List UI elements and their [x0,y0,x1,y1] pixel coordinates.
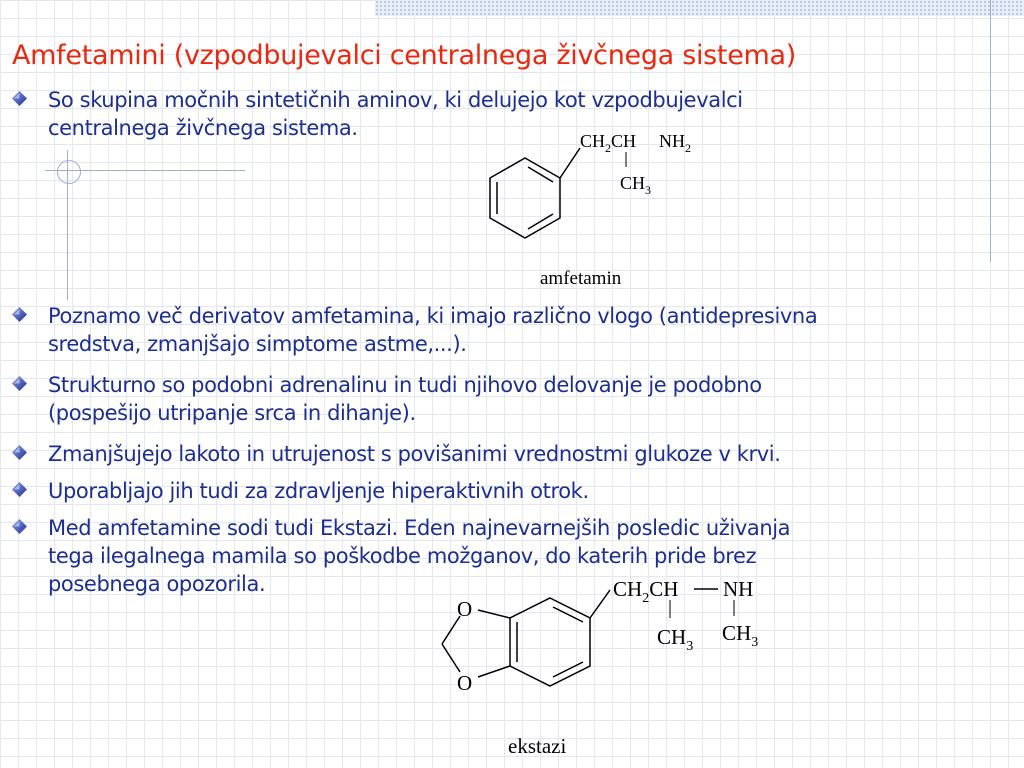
diamond-bullet-icon [12,91,27,106]
bullet-item [48,477,1008,505]
slide-title: Amfetamini (vzpodbujevalci centralnega živčnega sistema) [12,40,797,71]
bullet-line: So skupina močnih sintetičnih aminov, ki delujejo kot vzpodbujevalci [48,88,743,112]
oxygen-bottom: O [457,671,473,695]
ch3-group: $CH_3$ [620,173,652,197]
diamond-bullet-icon [12,482,27,497]
bullet-line: Zmanjšujejo lakoto in utrujenost s povišanimi vrednostmi glukoze v krvi. [48,442,781,466]
bullet-item [48,440,1008,468]
diamond-bullet-icon [12,519,27,534]
nh2-group: $NH_2$ [659,131,691,155]
diamond-bullet-icon [12,376,27,391]
ekstazi-caption: ekstazi [508,734,567,758]
ch2-ch-group: $CH_2CH$ [613,577,679,606]
decorative-ring [57,160,81,184]
bullet-line: centralnega živčnega sistema. [48,116,358,140]
bullet-line: posebnega opozorila. [48,572,266,596]
bullet-line: sredstva, zmanjšajo simptome astme,...). [48,332,467,356]
nh-group: NH [723,577,754,601]
decorative-top-band [375,0,1024,16]
benzene-ring [490,158,560,238]
bullet-line: Strukturno so podobni adrenalinu in tudi njihovo delovanje je podobno [48,373,762,397]
bullet-line: Uporabljajo jih tudi za zdravljenje hiperaktivnih otrok. [48,479,589,503]
amfetamin-caption: amfetamin [540,268,622,289]
ch3-group-b: $CH_3$ [722,621,759,650]
ch3-group-a: $CH_3$ [657,625,694,654]
ch2-group: $CH_2CH$ [580,131,637,155]
oxygen-top: O [457,597,473,621]
bullet-line: (pospešijo utripanje srca in dihanje). [48,401,416,425]
bullet-line: Med amfetamine sodi tudi Ekstazi. Eden najnevarnejših posledic uživanja [48,516,791,540]
bullet-item [48,371,1008,427]
bullet-line: Poznamo več derivatov amfetamina, ki imajo različno vlogo (antidepresivna [48,304,818,328]
diamond-bullet-icon [12,445,27,460]
ring-to-ch2-bond [590,590,610,618]
ring-to-ch2-bond [560,148,580,178]
ekstazi-structure-diagram [420,570,780,700]
bullet-item [48,302,1008,358]
diamond-bullet-icon [12,307,27,322]
bullet-line: tega ilegalnega mamila so poškodbe možganov, do katerih pride brez [48,544,757,568]
